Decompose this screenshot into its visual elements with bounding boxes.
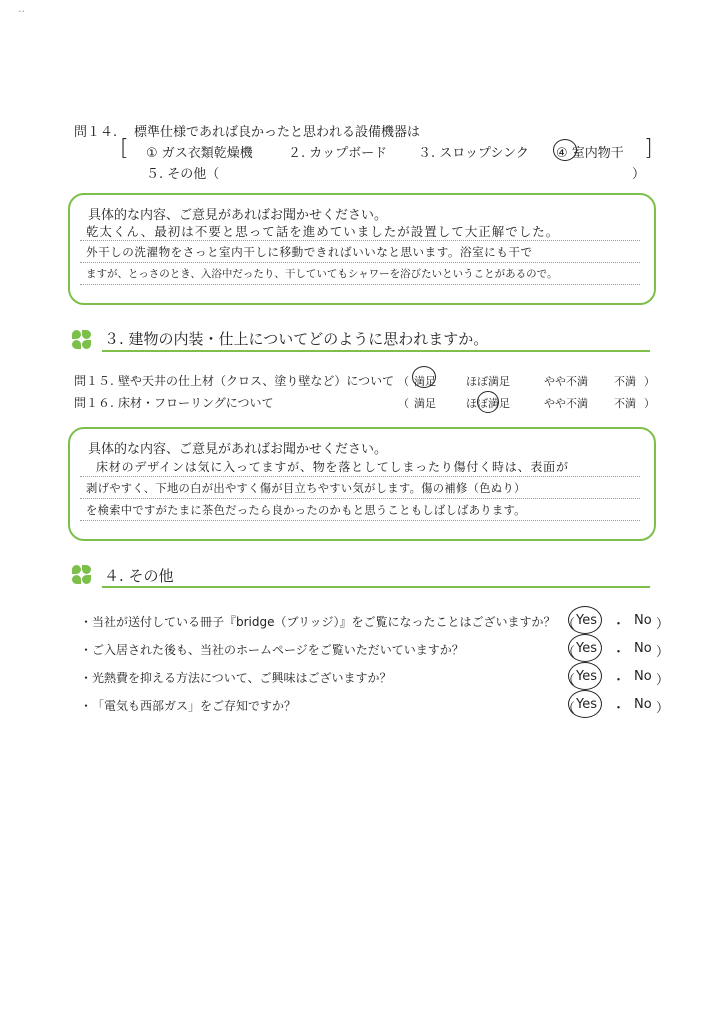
s4-q2-open: （ (562, 645, 576, 660)
s4-q3-open: （ (562, 673, 576, 688)
comment-1-line-2: 外干しの洗濯物をさっと室内干しに移動できればいいなと思います。浴室にも干で (86, 245, 533, 259)
q14-text: 標準仕様であれば良かったと思われる設備機器は (134, 125, 421, 140)
ruled-line (80, 262, 640, 263)
q15-close: ） (644, 375, 655, 388)
q16-selected-circle (477, 391, 499, 413)
q15-label: 問１５. (74, 374, 114, 388)
s4-q1-open: （ (562, 617, 576, 632)
scan-marks: .. (18, 2, 25, 15)
q14-option-4[interactable]: ④ 室内物干 (556, 146, 624, 161)
bullet: ・ (80, 671, 93, 685)
s4-q2-selected-circle (568, 634, 602, 662)
s4-q3-no[interactable]: No (634, 669, 652, 684)
s4-q1-close: ） (656, 617, 670, 632)
s4-q2-close: ） (656, 645, 670, 660)
q15-open: （ (398, 375, 409, 388)
q14-option-1[interactable]: ① ガス衣類乾燥機 (146, 146, 253, 161)
clover-icon (72, 330, 92, 350)
q16-scale-4[interactable]: 不満 (614, 397, 636, 410)
q16-scale-2[interactable]: ほぼ満足 (466, 397, 510, 410)
s4-q4-no[interactable]: No (634, 697, 652, 712)
s4-q3-yes[interactable]: Yes (576, 669, 597, 684)
section-4-title: ４. その他 (104, 567, 174, 585)
section-3-title: ３. 建物の内装・仕上についてどのように思われますか。 (104, 330, 489, 348)
q14-other-label[interactable]: ５. その他（ (146, 167, 220, 182)
q15-scale-1[interactable]: 満足 (414, 375, 436, 388)
s4-question-3: 光熱費を抑える方法について、ご興味はございますか？ (92, 671, 392, 685)
q16-scale-3[interactable]: やや不満 (544, 397, 588, 410)
s4-q3-dot: ・ (612, 673, 626, 688)
q16-text: 床材・フローリングについて (118, 396, 274, 410)
q16-open: （ (398, 397, 409, 410)
q16-label: 問１６. (74, 396, 114, 410)
ruled-line (80, 476, 640, 477)
bullet: ・ (80, 643, 93, 657)
s4-q3-selected-circle (568, 662, 602, 690)
s4-question-1: 当社が送付している冊子『bridge（ブリッジ）』をご覧になったことはございますか？ (92, 615, 556, 629)
ruled-line (80, 284, 640, 285)
s4-q2-dot: ・ (612, 645, 626, 660)
q14-label: 問１４. (74, 125, 118, 140)
ruled-line (80, 240, 640, 241)
q15-scale-4[interactable]: 不満 (614, 375, 636, 388)
q15-scale-2[interactable]: ほぼ満足 (466, 375, 510, 388)
section-4-underline (102, 586, 650, 588)
q15-scale-3[interactable]: やや不満 (544, 375, 588, 388)
q14-bracket-right: ] (644, 136, 653, 161)
s4-q4-yes[interactable]: Yes (576, 697, 597, 712)
s4-q1-no[interactable]: No (634, 613, 652, 628)
ruled-line (80, 520, 640, 521)
q14-bracket-left: [ (120, 136, 129, 161)
q15-selected-circle (412, 366, 436, 388)
comment-box-1-prompt: 具体的な内容、ご意見があればお聞かせください。 (88, 208, 388, 223)
bullet: ・ (80, 699, 93, 713)
s4-q1-selected-circle (568, 606, 602, 634)
comment-box-2-prompt: 具体的な内容、ご意見があればお聞かせください。 (88, 442, 388, 457)
s4-q4-selected-circle (568, 690, 602, 718)
s4-question-2: ご入居された後も、当社のホームページをご覧いただいていますか？ (92, 643, 464, 657)
q15-text: 壁や天井の仕上材（クロス、塗り壁など）について (118, 374, 395, 388)
s4-q2-no[interactable]: No (634, 641, 652, 656)
q14-option-2[interactable]: ２. カップボード (288, 146, 388, 161)
comment-2-line-2: 剥げやすく、下地の白が出やすく傷が目立ちやすい気がします。傷の補修（色ぬり） (86, 482, 526, 495)
q14-other-close: ） (632, 167, 646, 182)
s4-q2-yes[interactable]: Yes (576, 641, 597, 656)
comment-1-line-1: 乾太くん、最初は不要と思って話を進めていましたが設置して大正解でした。 (86, 224, 560, 239)
s4-q1-dot: ・ (612, 617, 626, 632)
bullet: ・ (80, 615, 93, 629)
comment-2-line-1: 床材のデザインは気に入ってますが、物を落としてしまったり傷付く時は、表面が (96, 460, 569, 474)
q16-scale-1[interactable]: 満足 (414, 397, 436, 410)
section-3-underline (102, 350, 650, 352)
s4-q4-open: （ (562, 701, 576, 716)
s4-question-4: 「電気も西部ガス」をご存知ですか？ (92, 699, 297, 713)
q16-close: ） (644, 397, 655, 410)
s4-q4-close: ） (656, 701, 670, 716)
ruled-line (80, 498, 640, 499)
s4-q4-dot: ・ (612, 701, 626, 716)
s4-q3-close: ） (656, 673, 670, 688)
comment-2-line-3: を検索中ですがたまに茶色だったら良かったのかもと思うこともしばしばあります。 (86, 504, 526, 517)
clover-icon (72, 565, 92, 585)
q14-option-3[interactable]: ３. スロップシンク (418, 146, 529, 161)
q14-selected-circle (553, 139, 577, 161)
s4-q1-yes[interactable]: Yes (576, 613, 597, 628)
comment-1-line-3: ますが、とっさのとき、入浴中だったり、干していてもシャワーを浴びたいということがあるので。 (86, 268, 558, 280)
